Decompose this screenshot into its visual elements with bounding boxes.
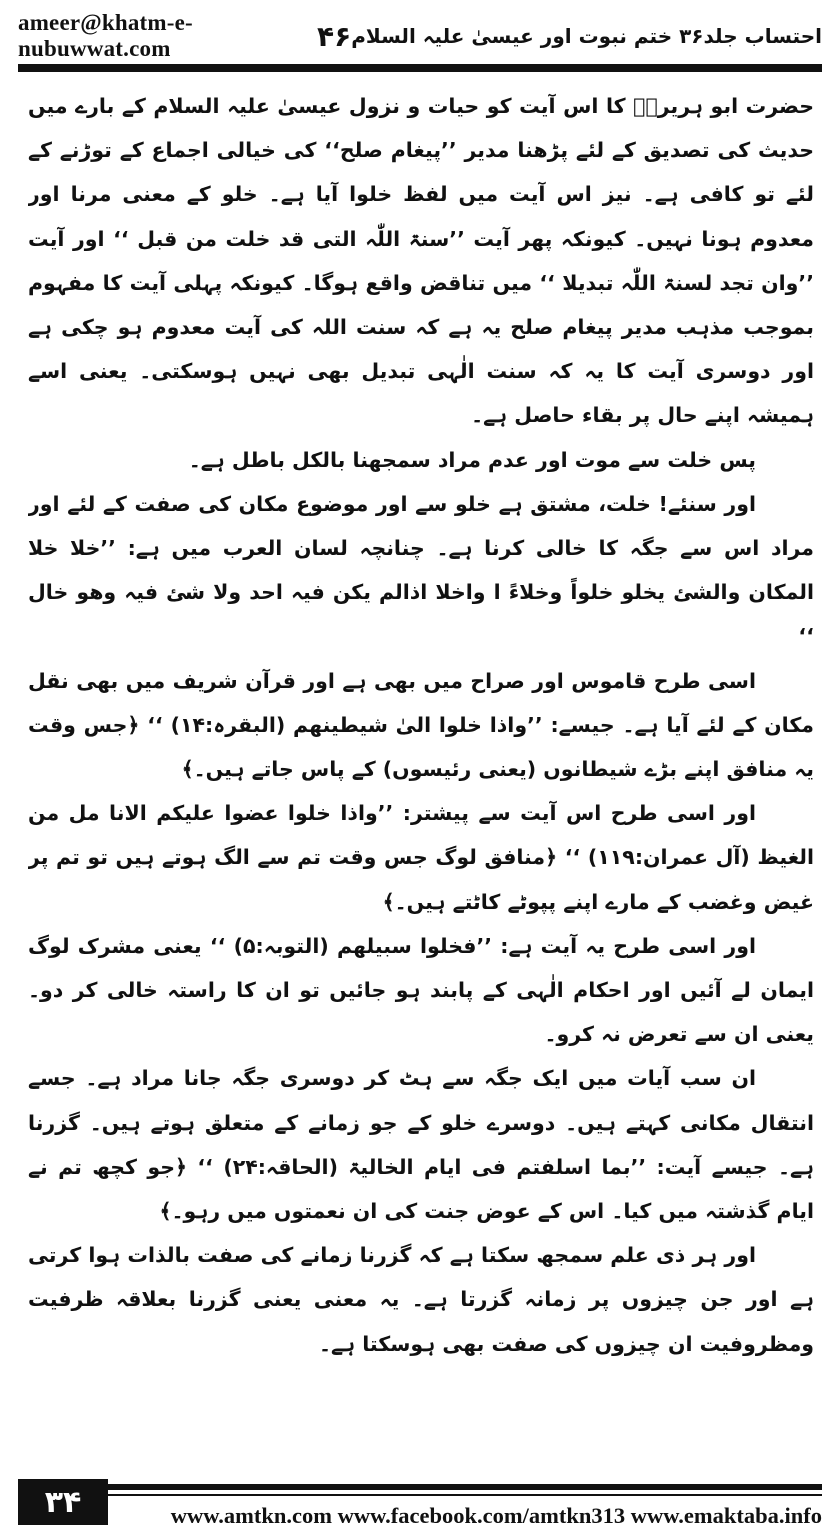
footer-rule-thin	[108, 1494, 822, 1496]
paragraph: اور ہر ذی علم سمجھ سکتا ہے کہ گزرنا زمانے کی صفت بالذات ہوا کرتی ہے اور جن چیزوں پر زمانہ گزرتا ہے۔ یہ معنی یعنی گزرنا بعلاقہ ظرفیت ومظروفیت ان چیزوں کی صفت بھی ہوسکتا ہے۔	[28, 1243, 814, 1356]
paragraph: اسی طرح قاموس اور صراح میں بھی ہے اور قرآن شریف میں بھی نقل مکان کے لئے آیا ہے۔ جیسے: ’’واذا خلوا الیٰ شیطینھم (البقرہ:۱۴) ‘‘ ﴿جس وقت یہ منافق اپنے بڑے شیطانوں (یعنی رئیسوں) کے پاس جاتے ہیں۔﴾	[28, 668, 814, 782]
page-header	[18, 10, 822, 61]
header-email: ameer@khatm-e-nubuwwat.com	[18, 10, 193, 61]
paragraph: اور اسی طرح یہ آیت ہے: ’’فخلوا سبیلھم (التوبہ:۵) ‘‘ یعنی مشرک لوگ ایمان لے آئیں اور احکام الٰہی کے پابند ہو جائیں تو ان کا راستہ خالی کر دو۔ یعنی ان سے تعرض نہ کرو۔	[28, 933, 814, 1047]
paragraph: حضرت ابو ہریرہؓ کا اس آیت کو حیات و نزول عیسیٰ علیہ السلام کے بارے میں حدیث کی تصدیق کے لئے پڑھنا مدیر ’’پیغام صلح‘‘ کی خیالی اجماع کے توڑنے کے لئے تو کافی ہے۔ نیز اس آیت میں لفظ خلوا آیا ہے۔ خلو کے معنی مرنا اور معدوم ہونا نہیں۔ کیونکہ پھر آیت ’’سنۃ اللّٰہ التی قد خلت من قبل ‘‘ اور آیت ’’وان تجد لسنۃ اللّٰہ تبدیلا ‘‘ میں تناقض واقع ہوگا۔ کیونکہ پہلی آیت کا مفہوم بموجب مذہب مدیر پیغام صلح یہ ہے کہ سنت اللہ کی آیت معدوم ہو چکی ہے اور دوسری آیت کا یہ کہ سنت الٰہی تبدیل بھی نہیں ہوسکتی۔ یعنی اسے ہمیشہ اپنے حال پر بقاء حاصل ہے۔	[28, 94, 814, 428]
header-running-title: احتساب جلد۳۶ ختم نبوت اور عیسیٰ علیہ السلام	[351, 24, 822, 48]
paragraph: اور سنئے! خلت، مشتق ہے خلو سے اور موضوع مکان کی صفت کے لئے اور مراد اس سے جگہ کا خالی کرنا ہے۔ چنانچہ لسان العرب میں ہے: ’’خلا خلا المکان والشئ یخلو خلواً وخلاءً ا واخلا اذالم یکن فیہ احد ولا شئ فیہ وھو خال ‘‘	[28, 491, 814, 649]
footer-page-number	[18, 1479, 108, 1525]
footer-rule	[108, 1484, 822, 1490]
header-rule	[18, 64, 822, 72]
paragraph: اور اسی طرح اس آیت سے پیشتر: ’’واذا خلوا عضوا علیکم الانا مل من الغیظ (آل عمران:۱۱۹) ‘‘ ﴿منافق لوگ جس وقت تم سے الگ ہوتے ہیں تو تم پر غیض وغضب کے مارے اپنے پپوٹے کاٹتے ہیں۔﴾	[28, 801, 814, 914]
footer-links: www.amtkn.com www.facebook.com/amtkn313 www.emaktaba.info	[170, 1503, 822, 1528]
paragraph: پس خلت سے موت اور عدم مراد سمجھنا بالکل باطل ہے۔	[188, 447, 756, 472]
page-body	[28, 84, 814, 1464]
paragraph: ان سب آیات میں ایک جگہ سے ہٹ کر دوسری جگہ جانا مراد ہے۔ جسے انتقال مکانی کہتے ہیں۔ دوسرے خلو کے جو زمانے کے متعلق ہوتے ہیں۔ گزرنا ہے۔ جیسے آیت: ’’بما اسلفتم فی ایام الخالیۃ (الحاقہ:۲۴) ‘‘ ﴿جو کچھ تم نے ایام گذشتہ میں کیا۔ اس کے عوض جنت کی ان نعمتوں میں رہو۔﴾	[28, 1066, 814, 1224]
header-page-number: ۴۶	[317, 19, 352, 53]
footer-page-number-text: ۳۴	[44, 1484, 82, 1520]
